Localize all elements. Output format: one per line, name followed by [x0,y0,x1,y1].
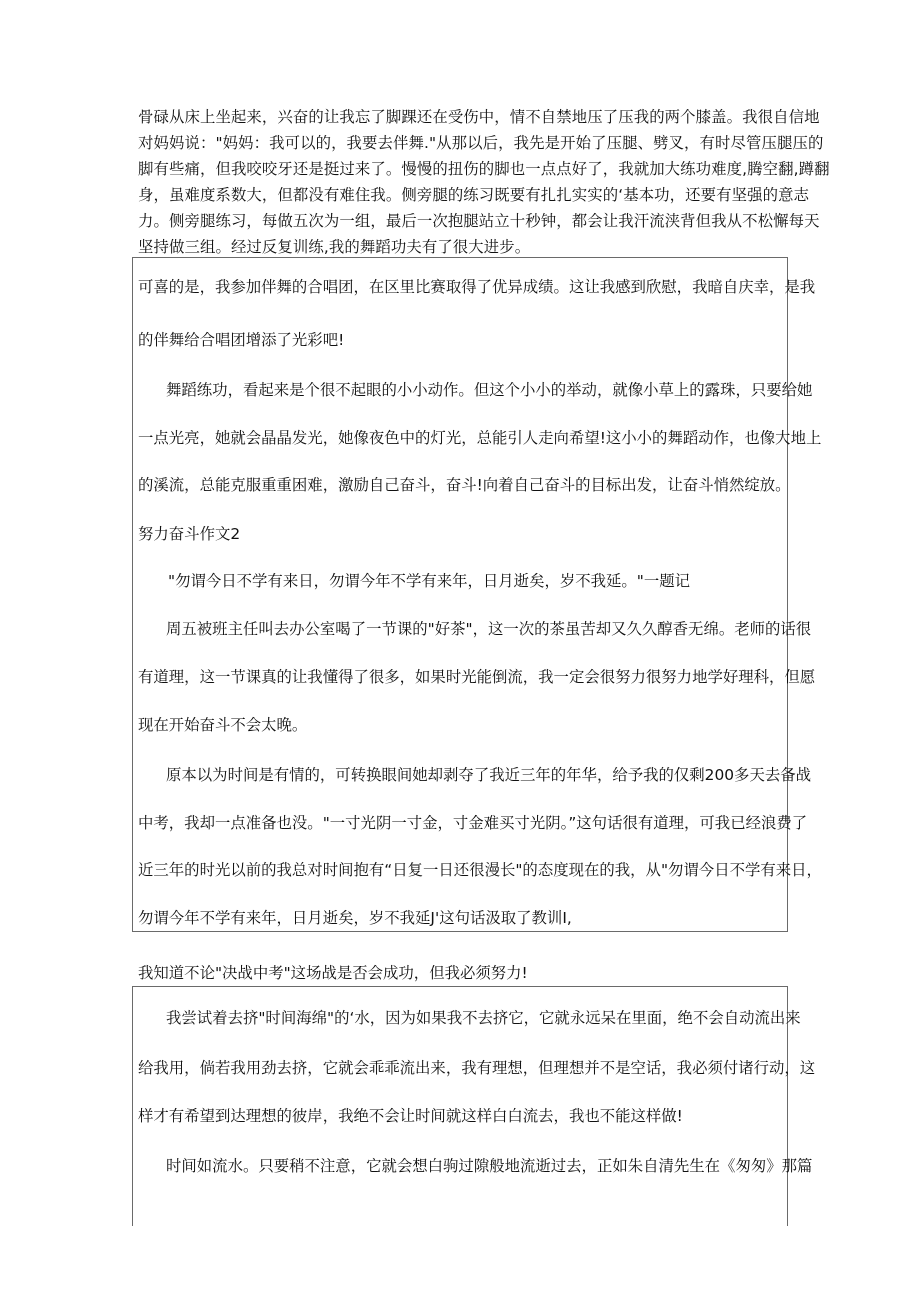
box-line: 周五被班主任叫去办公室喝了一节课的"好茶"，这一次的茶虽苦却又久久醇香无绵。老师的话很 [166,620,812,638]
box-line: 一点光亮，她就会晶晶发光，她像夜色中的灯光，总能引人走向希望!这小小的舞蹈动作，也像大地上 [138,429,822,447]
box-line: 勿谓今年不学有来年，日月逝矣，岁不我延J'这句话汲取了教训I, [138,909,572,927]
box-line: 的溪流，总能克服重重困难，激励自己奋斗，奋斗!向着自己奋斗的目标出发，让奋斗悄然绽放。 [138,476,791,494]
box-line: 近三年的时光以前的我总对时间抱有“日复一日还很漫长"的态度现在的我，从"勿谓今日不学有来日， [138,861,822,879]
box-line: 有道理，这一节课真的让我懂得了很多，如果时光能倒流，我一定会很努力很努力地学好理科，但愿 [138,668,816,686]
paragraph-line: 力。侧旁腿练习，每做五次为一组，最后一次抱腿站立十秒钟，都会让我汗流浃背但我从不松懈每天 [138,212,820,230]
box-line: 中考，我却一点准备也没。"一寸光阴一寸金，寸金难买寸光阴。”这句话很有道理，可我已经浪费了 [138,814,808,832]
box-line: 可喜的是，我参加伴舞的合唱团，在区里比赛取得了优异成绩。这让我感到欣慰，我暗自庆幸，是我 [138,278,816,296]
box-line: 的伴舞给合唱团增添了光彩吧! [138,331,345,349]
paragraph-line: 对妈妈说："妈妈：我可以的，我要去伴舞."从那以后，我先是开始了压腿、劈叉，有时尽管压腿压的 [138,134,824,152]
box-line: 我尝试着去挤"时间海绵"的‘水，因为如果我不去挤它，它就永远呆在里面，绝不会自动流出来 [166,1009,801,1027]
paragraph-line: 脚有些痛，但我咬咬牙还是挺过来了。慢慢的扭伤的脚也一点点好了，我就加大练功难度,腾空翻,蹲翻 [138,160,830,178]
box-line: 舞蹈练功，看起来是个很不起眼的小小动作。但这个小小的举动，就像小草上的露珠，只要给她 [166,381,813,399]
top-paragraph [138,104,830,260]
paragraph-line: 骨碌从床上坐起来，兴奋的让我忘了脚踝还在受伤中，情不自禁地压了压我的两个膝盖。我很自信地 [138,108,820,126]
paragraph-line: 身，虽难度系数大，但都没有难住我。侧旁腿的练习既要有扎扎实实的‘基本功，还要有坚强的意志 [138,186,810,204]
box-line: 现在开始奋斗不会太晚。 [138,716,308,734]
box-line: 样才有希望到达理想的彼岸，我绝不会让时间就这样白白流去，我也不能这样做! [138,1107,683,1125]
box-line: "勿谓今日不学有来日，勿谓今年不学有来年，日月逝矣，岁不我延。"一题记 [168,572,691,590]
section-heading: 努力奋斗作文2 [138,525,241,543]
box-line: 给我用，倘若我用劲去挤，它就会乖乖流出来，我有理想，但理想并不是空话，我必须付诸行动，这 [138,1059,816,1077]
paragraph-line: 坚持做三组。经过反复训练,我的舞蹈功夫有了很大进步。 [138,238,531,256]
box-line: 原本以为时间是有情的，可转换眼间她却剥夺了我近三年的年华，给予我的仅剩200多天去备战 [166,766,812,784]
standalone-line: 我知道不论"决战中考"这场战是否会成功，但我必须努力! [138,964,528,982]
box-line: 时间如流水。只要稍不注意，它就会想白驹过隙般地流逝过去，正如朱自清先生在《匆匆》那篇 [166,1157,813,1175]
